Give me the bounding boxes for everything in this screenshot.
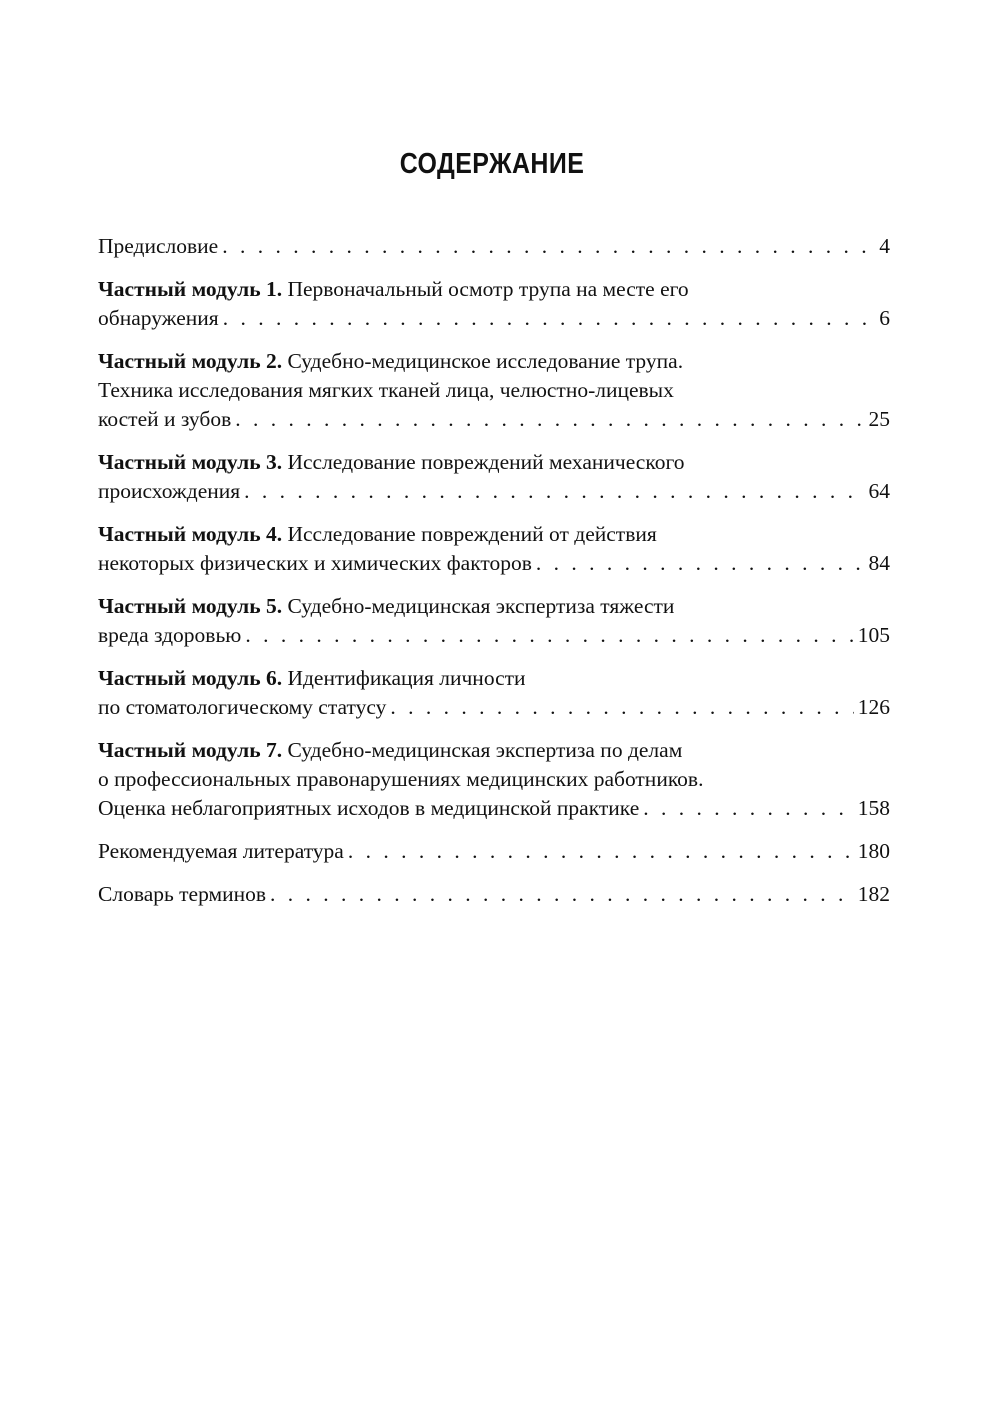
toc-page-number: 180 [857, 839, 890, 863]
module-label: Частный модуль 2. [98, 349, 283, 373]
toc-entry-title: Первоначальный осмотр трупа на месте его [282, 277, 689, 301]
toc-entry-module-7[interactable] [98, 736, 890, 823]
toc-entry-title-continued: по стоматологическому статусу [98, 695, 387, 719]
toc-entry-title: Предисловие [98, 234, 219, 258]
toc-entry-module-2[interactable] [98, 347, 890, 434]
toc-page-number: 64 [868, 479, 890, 503]
toc-entry-title: Словарь терминов [98, 882, 267, 906]
dot-leader [643, 794, 854, 823]
module-label: Частный модуль 4. [98, 522, 283, 546]
dot-leader [270, 880, 854, 909]
toc-entry-module-3[interactable] [98, 448, 890, 506]
module-label: Частный модуль 5. [98, 594, 283, 618]
toc-entry-title-continued: костей и зубов [98, 407, 232, 431]
dot-leader [244, 477, 864, 506]
dot-leader [348, 837, 854, 866]
toc-page-number: 6 [879, 306, 890, 330]
toc-page-number: 84 [868, 551, 890, 575]
toc-entry-title: Идентификация личности [282, 666, 526, 690]
toc-page-number: 158 [857, 796, 890, 820]
dot-leader [223, 304, 876, 333]
toc-entry-title: Судебно-медицинская экспертиза тяжести [282, 594, 675, 618]
page-title: СОДЕРЖАНИЕ [399, 148, 585, 180]
module-label: Частный модуль 6. [98, 666, 283, 690]
toc-entry-title-continued: вреда здоровью [98, 623, 242, 647]
toc-entry-title: Исследование повреждений от действия [282, 522, 657, 546]
toc-entry-title: Судебно-медицинская экспертиза по делам [282, 738, 683, 762]
toc-entry-title: Судебно-медицинское исследование трупа. [282, 349, 684, 373]
toc-page-number: 4 [879, 234, 890, 258]
toc-entry-title-continued: Оценка неблагоприятных исходов в медицинской практике [98, 796, 640, 820]
toc-entry-module-6[interactable] [98, 664, 890, 722]
dot-leader [536, 549, 865, 578]
dot-leader [235, 405, 864, 434]
toc-page-number: 182 [857, 882, 890, 906]
toc-entry-title-continued: обнаружения [98, 306, 219, 330]
toc-entry-module-4[interactable] [98, 520, 890, 578]
toc-entry-module-5[interactable] [98, 592, 890, 650]
toc-entry-title-continued: некоторых физических и химических факторов [98, 551, 532, 575]
toc-entry-preface[interactable] [98, 232, 890, 261]
table-of-contents [98, 232, 890, 923]
dot-leader [245, 621, 853, 650]
toc-entry-title-continued: Техника исследования мягких тканей лица, челюстно-лицевых [98, 378, 674, 402]
module-label: Частный модуль 3. [98, 450, 283, 474]
dot-leader [390, 693, 853, 722]
toc-page-number: 105 [857, 623, 890, 647]
dot-leader [222, 232, 875, 261]
toc-entry-title-continued: происхождения [98, 479, 241, 503]
toc-page-number: 25 [868, 407, 890, 431]
toc-page-number: 126 [857, 695, 890, 719]
module-label: Частный модуль 1. [98, 277, 283, 301]
toc-entry-title: Исследование повреждений механического [282, 450, 685, 474]
module-label: Частный модуль 7. [98, 738, 283, 762]
toc-entry-title: Рекомендуемая литература [98, 839, 344, 863]
toc-entry-glossary[interactable] [98, 880, 890, 909]
toc-entry-title-continued: о профессиональных правонарушениях медицинских работников. [98, 767, 704, 791]
toc-entry-recommended-literature[interactable] [98, 837, 890, 866]
toc-entry-module-1[interactable] [98, 275, 890, 333]
